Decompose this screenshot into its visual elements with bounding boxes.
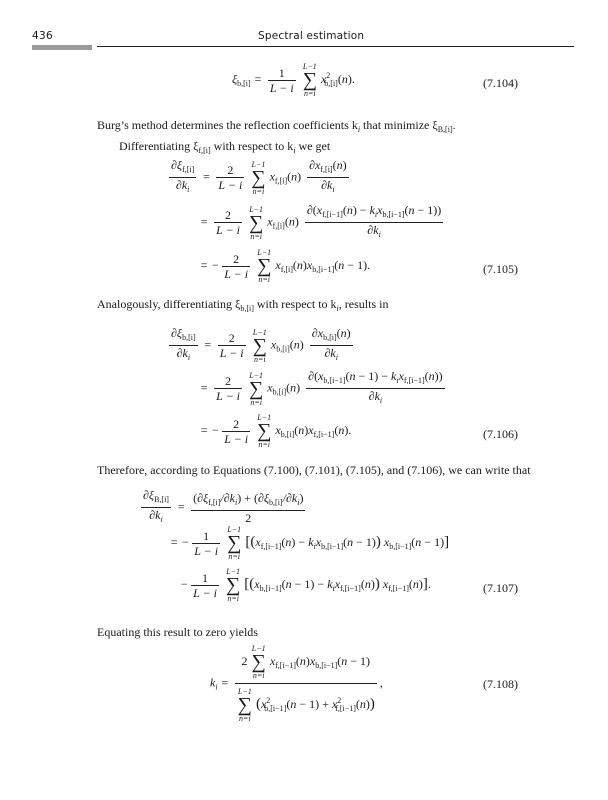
paragraph-burg: Burg’s method determines the reflection coefficients $k_i$ that minimize $\xi_{B,[i]}$. Differentiating $\xi_{f,[i]}$ with respect to $k_i$ we get: [97, 118, 456, 155]
paragraph-therefore: Therefore, according to Equations (7.100), (7.101), (7.105), and (7.106), we can write that: [97, 463, 531, 477]
page-header: [0, 30, 608, 46]
equation-7-106-line-3: = − $\frac{2}{L - i}$ L−1 ∑ n=i $x_{b,[i]}(n)x_{f,[i-1]}(n)$.: [200, 413, 352, 449]
equation-7-106-line-2: = $\frac{2}{L - i}$ L−1 ∑ n=i $x_{b,[i]}(n)$ $\frac{\partial(x_{b,[i-1]}(n - 1) - k_ix_{f,[i-1]}(n))}{\partial k_i}$: [200, 369, 443, 407]
equation-7-106-line-1: $\frac{\partial\xi_{b,[i]}}{\partial k_i}$ = $\frac{2}{L - i}$ L−1 ∑ n=i $x_{b,[i]}(n)$ $\frac{\partial x_{b,[i]}(n)}{\partial k_i}$: [171, 326, 351, 364]
equation-7-105-line-2: = $\frac{2}{L - i}$ L−1 ∑ n=i $x_{f,[i]}(n)$ $\frac{\partial(x_{f,[i-1]}(n) - k_ix_{b,[i-1]}(n - 1))}{\partial k_i}$: [200, 203, 442, 241]
paragraph-analogously: Analogously, differentiating $\xi_{b,[i]}$ with respect to $k_i$, results in: [97, 297, 389, 313]
equation-7-107-line-3: − $\frac{1}{L - i}$ L−1 ∑ n=i [$(x_{b,[i-1]}(n - 1) - k_ix_{f,[i-1]}(n))$ $x_{f,[i-1]}(n)$].: [180, 567, 431, 603]
equation-7-105-line-3: = − $\frac{2}{L - i}$ L−1 ∑ n=i $x_{f,[i]}(n)x_{b,[i-1]}(n - 1)$.: [200, 248, 371, 284]
header-rule: [97, 46, 574, 47]
equation-7-108: $k_i$ = 2 L−1 ∑ n=i $x_{f,[i-1]}(n)x_{b,[i-1]}(n - 1)$ L−1 ∑ n=i $(x^2_{b,[i-1]}(n - 1) + x^2_{f,[i-1]}(n))$ ,: [210, 644, 383, 723]
equation-number-7-106: (7.106): [483, 427, 518, 441]
equation-number-7-105: (7.105): [483, 262, 518, 276]
running-title: Spectral estimation: [258, 30, 365, 42]
equation-7-107-line-1: $\frac{\partial\xi_{B,[i]}}{\partial k_i}$ = $\frac{(\partial\xi_{f,[i]}/\partial k_i) + (\partial\xi_{b,[i]}/\partial k_i)}{2}$: [143, 488, 304, 525]
header-bar: [32, 45, 92, 50]
equation-7-104: $\xi_{b,[i]}$ = $\frac{1}{L - i}$ L−1 ∑ n=i $x^2_{b,[i]}(n)$.: [232, 62, 355, 98]
page-number: 436: [32, 30, 53, 42]
equation-7-105-line-1: $\frac{\partial\xi_{f,[i]}}{\partial k_i}$ = $\frac{2}{L - i}$ L−1 ∑ n=i $x_{f,[i]}(n)$ $\frac{\partial x_{f,[i]}(n)}{\partial k_i}$: [171, 158, 347, 196]
equation-7-107-line-2: = − $\frac{1}{L - i}$ L−1 ∑ n=i $[(x_{f,[i-1]}(n) - k_ix_{b,[i-1]}(n - 1)) x_{b,[i-1]}(n - 1)]$: [170, 525, 450, 561]
equation-number-7-108: (7.108): [483, 677, 518, 691]
equation-number-7-107: (7.107): [483, 581, 518, 595]
paragraph-equating: Equating this result to zero yields: [97, 625, 258, 639]
equation-number-7-104: (7.104): [483, 76, 518, 90]
